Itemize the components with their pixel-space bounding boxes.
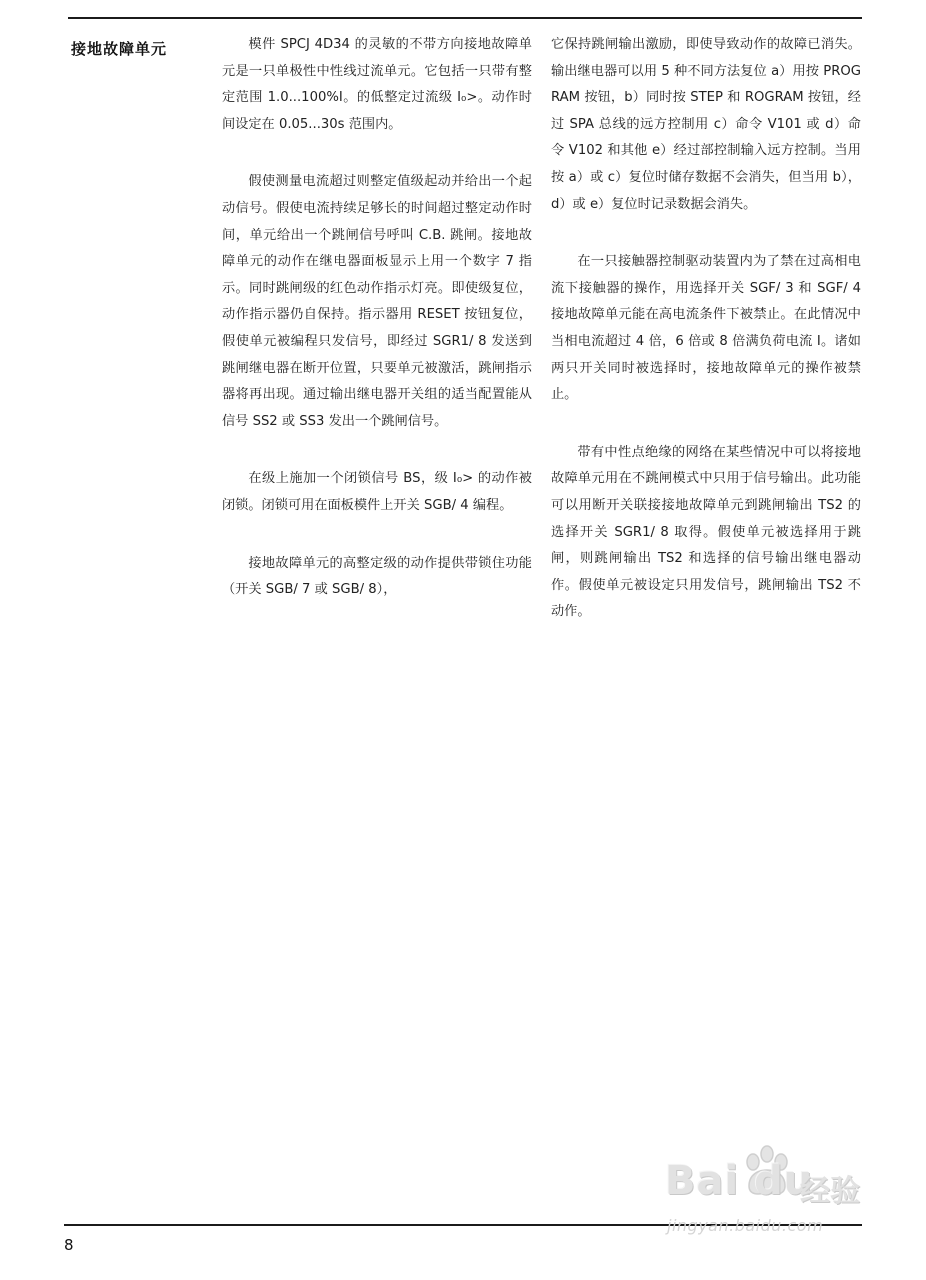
left-column: [222, 32, 532, 635]
watermark-url: jingyan.baidu.com: [667, 1216, 824, 1235]
paragraph: 在级上施加一个闭锁信号 BS，级 I₀> 的动作被闭锁。闭锁可用在面板模件上开关 SGB/ 4 编程。: [222, 471, 532, 513]
page-number: 8: [64, 1236, 74, 1254]
top-rule: [68, 17, 862, 19]
watermark-logo-cn: 经验: [800, 1174, 860, 1209]
right-column: [551, 32, 861, 657]
paragraph: 带有中性点绝缘的网络在某些情况中可以将接地故障单元用在不跳闸模式中只用于信号输出。此功能可以用断开关联接接地故障单元到跳闸输出 TS2 的选择开关 SGR1/ 8 取得。假使单元被选择用于跳闸，则跳闸输出 TS2 和选择的信号输出继电器动作。假使单元被设定只用发信号，跳闸输出 TS2 不动作。: [551, 444, 861, 620]
watermark-logo-text: Bai du: [665, 1158, 814, 1204]
paragraph: 接地故障单元的高整定级的动作提供带锁住功能（开关 SGB/ 7 或 SGB/ 8），: [222, 555, 532, 598]
paragraph: 假使测量电流超过则整定值级起动并给出一个起动信号。假使电流持续足够长的时间超过整定动作时间，单元给出一个跳闸信号呼叫 C.B. 跳闸。接地故障单元的动作在继电器面板显示上用一个数字 7 指示。同时跳闸级的红色动作指示灯亮。即使级复位，动作指示器仍自保持。指示器用 RESET 按钮复位，假使单元被编程只发信号，即经过 SGR1/ 8 发送到跳闸继电器在断开位置，只要单元被激活，跳闸指示器将再出现。通过输出继电器开关组的适当配置能从信号 SS2 或 SS3 发出一个跳闸信号。: [222, 174, 532, 429]
baidu-jingyan-watermark: [655, 1140, 875, 1270]
paragraph-continued: 它保持跳闸输出激励，即使导致动作的故障已消失。输出继电器可以用 5 种不同方法复位 a）用按 PROGRAM 按钮，b）同时按 STEP 和 ROGRAM 按钮，经过 SPA 总线的远方控制用 c）命令 V101 或 d）命令 V102 和其他 e）经过部控制输入远方控制。当用按 a）或 c）复位时储存数据不会消失，但当用 b），d）或 e）复位时记录数据会消失。: [551, 37, 861, 212]
paragraph: 模件 SPCJ 4D34 的灵敏的不带方向接地故障单元是一只单极性中性线过流单元。它包括一只带有整定范围 1.0...100%I。的低整定过流级 I₀>。动作时间设定在 0.05...30s 范围内。: [222, 37, 532, 132]
section-heading: 接地故障单元: [71, 40, 168, 58]
paragraph: 在一只接触器控制驱动装置内为了禁在过高相电流下接触器的操作，用选择开关 SGF/ 3 和 SGF/ 4 接地故障单元能在高电流条件下被禁止。在此情况中当相电流超过 4 倍，6 倍或 8 倍满负荷电流 I。诸如两只开关同时被选择时，接地故障单元的操作被禁止。: [551, 254, 861, 403]
